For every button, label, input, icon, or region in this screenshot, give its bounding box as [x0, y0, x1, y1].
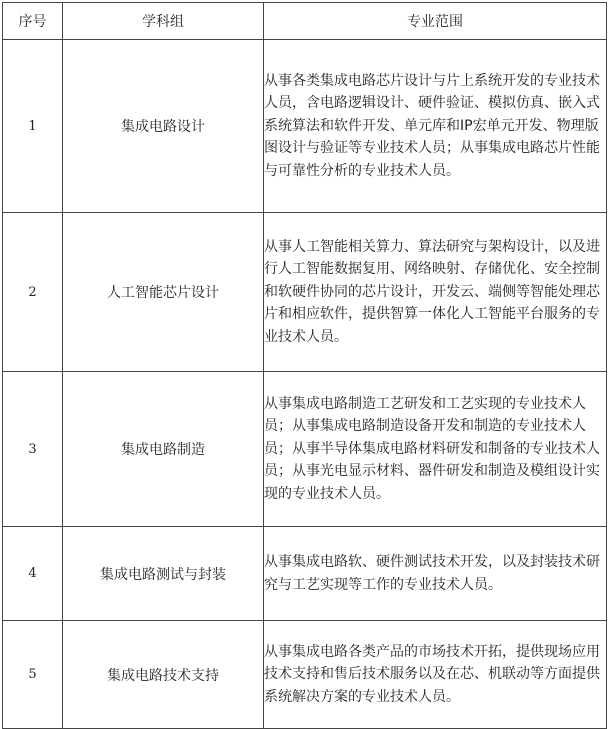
- table-row: [3, 213, 607, 372]
- row-group: 集成电路技术支持: [63, 621, 264, 729]
- header-index: 序号: [3, 3, 63, 40]
- row-group: 集成电路设计: [63, 40, 264, 213]
- discipline-table: [2, 2, 607, 729]
- row-index: 5: [3, 621, 63, 729]
- row-index: 4: [3, 527, 63, 621]
- row-scope: 从事集成电路制造工艺研发和工艺实现的专业技术人员；从事集成电路制造设备开发和制造的专业技术人员；从事半导体集成电路材料研发和制备的专业技术人员；从事光电显示材料、器件研发和制造及模组设计实现的专业技术人员。: [264, 372, 607, 527]
- row-group: 人工智能芯片设计: [63, 213, 264, 372]
- row-index: 2: [3, 213, 63, 372]
- header-row: [3, 3, 607, 40]
- row-scope: 从事集成电路各类产品的市场技术开拓，提供现场应用技术支持和售后技术服务以及在芯、机联动等方面提供系统解决方案的专业技术人员。: [264, 621, 607, 729]
- table-row: [3, 527, 607, 621]
- row-index: 3: [3, 372, 63, 527]
- table-row: [3, 621, 607, 729]
- row-scope: 从事各类集成电路芯片设计与片上系统开发的专业技术人员，含电路逻辑设计、硬件验证、模拟仿真、嵌入式系统算法和软件开发、单元库和IP宏单元开发、物理版图设计与验证等专业技术人员；从事集成电路芯片性能与可靠性分析的专业技术人员。: [264, 40, 607, 213]
- table-row: [3, 40, 607, 213]
- table-row: [3, 372, 607, 527]
- row-scope: 从事人工智能相关算力、算法研究与架构设计，以及进行人工智能数据复用、网络映射、存储优化、安全控制和软硬件协同的芯片设计，开发云、端侧等智能处理芯片和相应软件，提供智算一体化人工智能平台服务的专业技术人员。: [264, 213, 607, 372]
- row-index: 1: [3, 40, 63, 213]
- row-group: 集成电路制造: [63, 372, 264, 527]
- row-group: 集成电路测试与封装: [63, 527, 264, 621]
- header-scope: 专业范围: [264, 3, 607, 40]
- row-scope: 从事集成电路软、硬件测试技术开发，以及封装技术研究与工艺实现等工作的专业技术人员。: [264, 527, 607, 621]
- header-group: 学科组: [63, 3, 264, 40]
